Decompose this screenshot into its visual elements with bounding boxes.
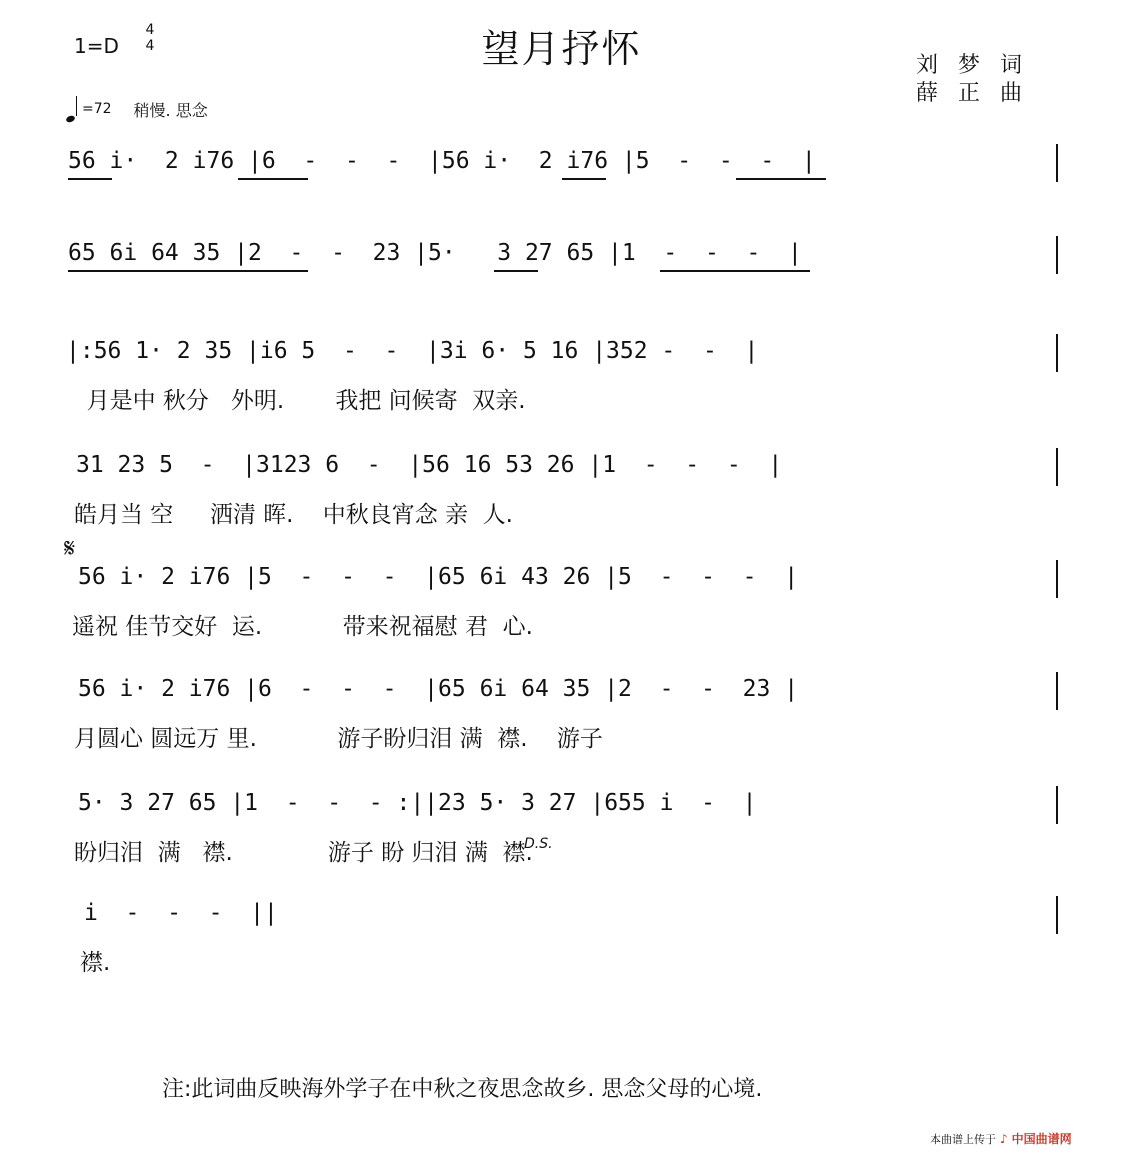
lyricist-credit: 刘梦词 [916, 53, 1043, 78]
time-top: 4 [145, 22, 155, 38]
expression-text: 稍慢. 思念 [133, 100, 208, 120]
footer-site-name: 中国曲谱网 [1011, 1132, 1072, 1146]
score-row-3-lyrics: 月是中 秋分 外明. 我把 问候寄 双亲. [72, 388, 526, 414]
beam-line [736, 178, 826, 180]
score-row-7-lyrics: 盼归泪 满 襟. 游子 盼 归泪 满 襟. [74, 840, 533, 866]
bar-line [1056, 560, 1058, 598]
footer-upload-text: 本曲谱上传于 [930, 1132, 996, 1146]
score-row-4-notes: 31 23 5 - |3123 6 - |56 16 53 26 |1 - - - | [76, 452, 783, 478]
score-row-6-notes: 56 i· 2 i76 |6 - - - |65 6i 64 35 |2 - - 23 | [78, 676, 799, 702]
beam-line [238, 178, 308, 180]
segno-icon: 𝄋 [64, 534, 76, 564]
score-row-4-lyrics: 皓月当 空 洒清 晖. 中秋良宵念 亲 人. [74, 502, 513, 528]
bar-line [1056, 786, 1058, 824]
footnote: 注:此词曲反映海外学子在中秋之夜思念故乡. 思念父母的心境. [162, 1077, 763, 1102]
score-row-1-notes: 56 i· 2 i76 |6 - - - |56 i· 2 i76 |5 - - - | [68, 148, 816, 174]
bar-line [1056, 896, 1058, 934]
bar-line [1056, 448, 1058, 486]
score-row-6-lyrics: 月圆心 圆远万 里. 游子盼归泪 满 襟. 游子 [74, 726, 603, 752]
tempo-value: =72 [82, 101, 112, 117]
score-row-5-notes: 56 i· 2 i76 |5 - - - |65 6i 43 26 |5 - - - | [78, 564, 799, 590]
beam-line [68, 270, 308, 272]
score-row-3-notes: |:56 1· 2 35 |i6 5 - - |3i 6· 5 16 |352 - - | [66, 338, 759, 364]
bar-line [1056, 144, 1058, 182]
key-signature: 1=D [74, 34, 119, 58]
composer-credit: 薛正曲 [916, 81, 1043, 106]
beam-line [562, 178, 606, 180]
footer [930, 1130, 1072, 1147]
bar-line [1056, 672, 1058, 710]
score-row-8-notes: i - - - || [84, 900, 278, 926]
score-row-5-lyrics: 遥祝 佳节交好 运. 带来祝福慰 君 心. [72, 614, 533, 640]
beam-line [660, 270, 810, 272]
score-row-7-notes: 5· 3 27 65 |1 - - - :||23 5· 3 27 |655 i - | [78, 790, 757, 816]
bar-line [1056, 236, 1058, 274]
time-bottom: 4 [145, 38, 155, 54]
beam-line [494, 270, 538, 272]
time-signature [142, 22, 158, 54]
page-title: 望月抒怀 [481, 27, 642, 71]
site-logo-icon: ♪ [1000, 1131, 1008, 1146]
tempo-marking [66, 96, 208, 122]
ds-marking: D.S. [524, 836, 553, 852]
score-row-8-lyrics: 襟. [80, 950, 111, 976]
quarter-note-icon [66, 96, 80, 122]
bar-line [1056, 334, 1058, 372]
beam-line [68, 178, 112, 180]
score-row-2-notes: 65 6i 64 35 |2 - - 23 |5· 3 27 65 |1 - - - | [68, 240, 802, 266]
